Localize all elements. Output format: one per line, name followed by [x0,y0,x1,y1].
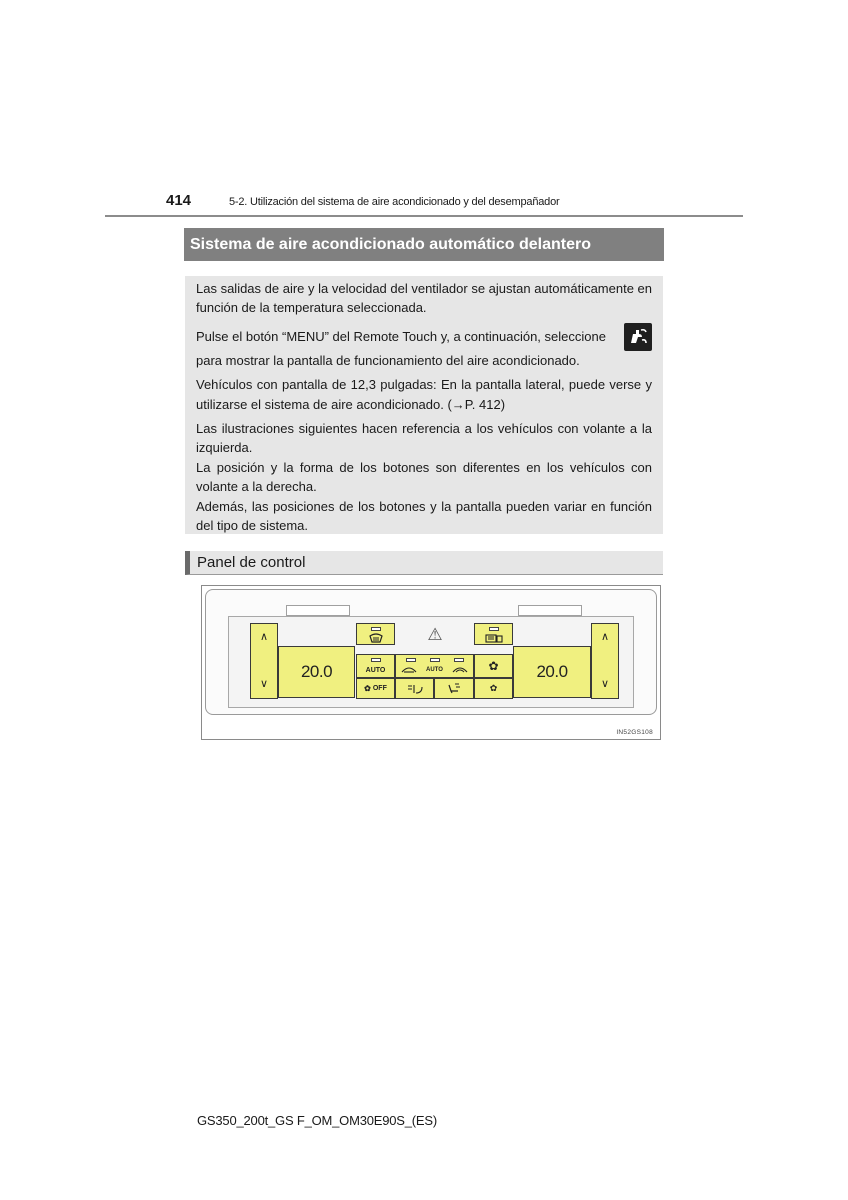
rear-defogger-indicator [489,627,499,631]
fresh-air-indicator [406,658,416,662]
left-vent-slot [286,605,350,616]
section-title: Sistema de aire acondicionado automático delantero [184,228,664,261]
auto-recirc-label: AUTO [426,667,443,673]
auto-recirc-indicator [430,658,440,662]
auto-label: AUTO [365,666,386,674]
recirc-indicator [454,658,464,662]
airflow-mode-button [395,678,434,699]
auto-button [356,654,395,678]
right-temp-adjust-button [591,623,619,699]
airflow-icon [406,684,424,694]
intro-paragraph-2-line [196,323,652,351]
recirculation-icon [452,666,468,674]
right-vent-slot [518,605,582,616]
right-temp-down-icon: ∨ [600,678,610,690]
footer-code: GS350_200t_GS F_OM_OM30E90S_(ES) [197,1113,438,1128]
fan-speed-down-button [474,678,513,699]
front-defroster-button [356,623,395,645]
intro-box [185,276,663,534]
right-temp-up-icon: ∧ [600,631,610,643]
left-temp-adjust-button [250,623,278,699]
rear-defogger-button [474,623,513,645]
off-label: OFF [372,685,387,692]
intro-paragraph-2 [196,323,652,370]
page-number: 414 [166,192,192,209]
header-rule [105,215,743,217]
subsection-title: Panel de control [197,554,306,571]
auto-indicator [371,658,381,662]
fan-speed-up-button [474,654,513,678]
intro-paragraph-5: La posición y la forma de los botones son diferentes en los vehículos con volante a la derecha. [196,459,652,495]
right-temp-display: 20.0 [513,646,591,698]
intro-paragraph-4: Las ilustraciones siguientes hacen referencia a los vehículos con volante a la izquierda. [196,421,652,456]
intro-paragraph-2-a: Pulse el botón “MENU” del Remote Touch y, a continuación, seleccione [196,329,606,345]
climate-control-icon [624,323,652,351]
left-temp-down-icon: ∨ [259,678,269,690]
intro-paragraph-3: Vehículos con pantalla de 12,3 pulgadas: En la pantalla lateral, puede verse y utilizarse el sistema de aire acondicionado. (→P. 412) [196,377,652,412]
fan-off-icon: ✿ [364,684,371,693]
left-temp-up-icon: ∧ [259,631,269,643]
rear-defogger-icon [485,634,503,643]
fresh-air-icon [401,666,417,674]
a-c-mode-button [434,678,474,699]
seat-airflow-icon [446,683,462,694]
hazard-icon: ⚠ [427,625,443,644]
subsection-header [185,551,663,575]
image-code: IN52GS108 [616,729,653,736]
fan-icon: ✿ [488,659,499,673]
recirculation-mode-button [395,654,474,678]
fan-low-icon: ✿ [489,683,498,693]
intro-paragraph-1: Las salidas de aire y la velocidad del ventilador se ajustan automáticamente en función de la temperatura seleccionada. [196,281,652,316]
intro-paragraph-6: Además, las posiciones de los botones y la pantalla pueden variar en función del tipo de sistema. [196,498,652,534]
running-head: 5-2. Utilización del sistema de aire acondicionado y del desempañador [229,196,560,208]
left-temp-display: 20.0 [278,646,355,698]
front-defroster-icon [369,633,383,643]
intro-paragraph-2-b: para mostrar la pantalla de funcionamiento del aire acondicionado. [196,352,580,368]
front-defroster-indicator [371,627,381,631]
off-button [356,678,395,699]
